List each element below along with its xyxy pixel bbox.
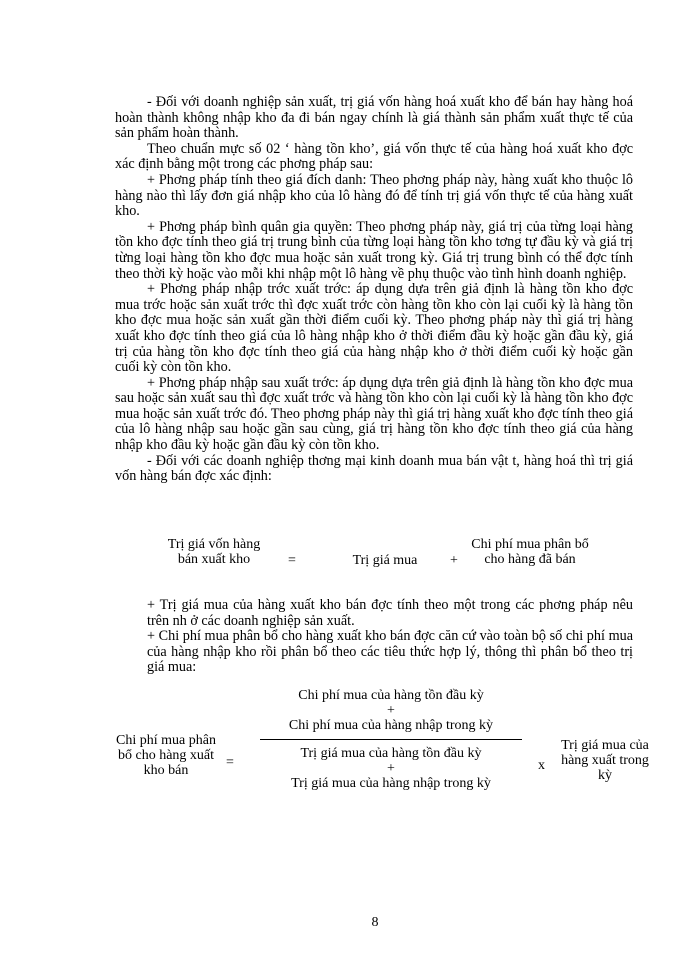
formula2-fraction bbox=[260, 688, 522, 791]
body-text-continued bbox=[147, 598, 633, 676]
formula2-denominator-1: Trị giá mua của hàng tồn đầu kỳ bbox=[300, 746, 482, 761]
paragraph-fifo: + Phơng pháp nhập trớc xuất trớc: áp dụng dựa trên giả định là hàng tồn kho đợc mua trớc hoặc sản xuất trớc thì đợc xuất trớc còn hàng tồn kho còn lại cuối kỳ là hàng tồn kho đợc mua hoặc sản xuất gần thời điểm cuối kỳ. Theo phơng pháp này thì giá trị hàng xuất kho đợc tính theo giá của lô hàng nhập kho ở thời điểm đầu kỳ hoặc gần đầu kỳ, giá trị của hàng tồn kho đợc tính theo giá của hàng nhập kho ở thời điểm cuối kỳ hoặc gần cuối kỳ còn tồn kho. bbox=[115, 281, 633, 376]
formula-cost-of-goods-sold bbox=[160, 537, 620, 585]
formula1-equals: = bbox=[288, 553, 296, 568]
paragraph-weighted-average: + Phơng pháp bình quân gia quyền: Theo phơng pháp này, giá trị của từng loại hàng tồn kho đợc tính theo giá trị trung bình của từng loại hàng tồn kho tơng tự đầu kỳ và giá trị từng loại hàng tồn kho đợc mua hoặc sản xuất trong kỳ. Giá trị trung bình có thể đợc tính theo thời kỳ hoặc vào mỗi khi nhập một lô hàng về phụ thuộc vào tình hình doanh nghiệp. bbox=[115, 218, 633, 282]
formula2-right: Trị giá mua của hàng xuất trong kỳ bbox=[561, 738, 649, 783]
fraction-bar bbox=[260, 739, 522, 740]
paragraph-production-cost: - Đối với doanh nghiệp sản xuất, trị giá vốn hàng hoá xuất kho để bán hay hàng hoá hoàn thành không nhập kho đa đi bán ngay chính là giá thành sản phẩm xuất thực tế của sản phẩm hoàn thành. bbox=[115, 94, 633, 142]
formula2-numerator-1: Chi phí mua của hàng tồn đầu kỳ bbox=[298, 688, 484, 703]
formula1-right: Chi phí mua phân bổ cho hàng đã bán bbox=[471, 537, 589, 567]
paragraph-lifo: + Phơng pháp nhập sau xuất trớc: áp dụng dựa trên giả định là hàng tồn kho đợc mua sau hoặc sản xuất sau thì đợc xuất trớc và hàng tồn kho còn lại cuối kỳ là hàng tồn kho đợc mua hoặc sản xuất trớc đó. Theo phơng pháp này thì giá trị hàng xuất kho đợc tính theo giá của lô hàng nhập sau hoặc gần sau cùng, giá trị hàng tồn kho đợc tính theo giá của hàng nhập kho đầu kỳ hoặc gần đầu kỳ còn tồn kho. bbox=[115, 374, 633, 454]
paragraph-specific-identification: + Phơng pháp tính theo giá đích danh: Theo phơng pháp này, hàng xuất kho thuộc lô hàng nào thì lấy đơn giá nhập kho của lô hàng đó để tính trị giá vốn thực tế của hàng xuất kho. bbox=[115, 171, 633, 220]
page-number: 8 bbox=[371, 915, 379, 930]
formula1-plus: + bbox=[450, 553, 458, 568]
formula2-denominator-2: Trị giá mua của hàng nhập trong kỳ bbox=[291, 776, 491, 791]
formula2-numerator-2: Chi phí mua của hàng nhập trong kỳ bbox=[288, 718, 494, 733]
body-text bbox=[115, 95, 633, 485]
formula2-equals: = bbox=[226, 755, 234, 770]
formula-allocated-purchase-cost bbox=[110, 688, 650, 828]
paragraph-standard-02: Theo chuẩn mực số 02 ‘ hàng tồn kho’, giá vốn thực tế của hàng hoá xuất kho đợc xác định bằng một trong các phơng pháp sau: bbox=[115, 140, 633, 173]
formula2-times: x bbox=[538, 758, 545, 773]
paragraph-trading-enterprises: - Đối với các doanh nghiệp thơng mại kinh doanh mua bán vật t, hàng hoá thì trị giá vốn hàng bán đợc xác định: bbox=[115, 452, 633, 485]
formula1-middle: Trị giá mua bbox=[352, 553, 418, 568]
formula2-numerator-plus: + bbox=[387, 703, 395, 718]
paragraph-purchase-price: + Trị giá mua của hàng xuất kho bán đợc tính theo một trong các phơng pháp nêu trên nh ở các doanh nghiệp sản xuất. bbox=[147, 597, 633, 629]
formula1-left: Trị giá vốn hàng bán xuất kho bbox=[167, 537, 261, 567]
formula2-denominator-plus: + bbox=[387, 761, 395, 776]
paragraph-purchase-cost-allocation: + Chi phí mua phân bổ cho hàng xuất kho bán đợc căn cứ vào toàn bộ số chi phí mua của hàng nhập kho rồi phân bổ theo các tiêu thức hợp lý, thông thì phân bổ theo trị giá mua: bbox=[147, 628, 633, 676]
formula2-left: Chi phí mua phân bổ cho hàng xuất kho bán bbox=[116, 733, 216, 778]
